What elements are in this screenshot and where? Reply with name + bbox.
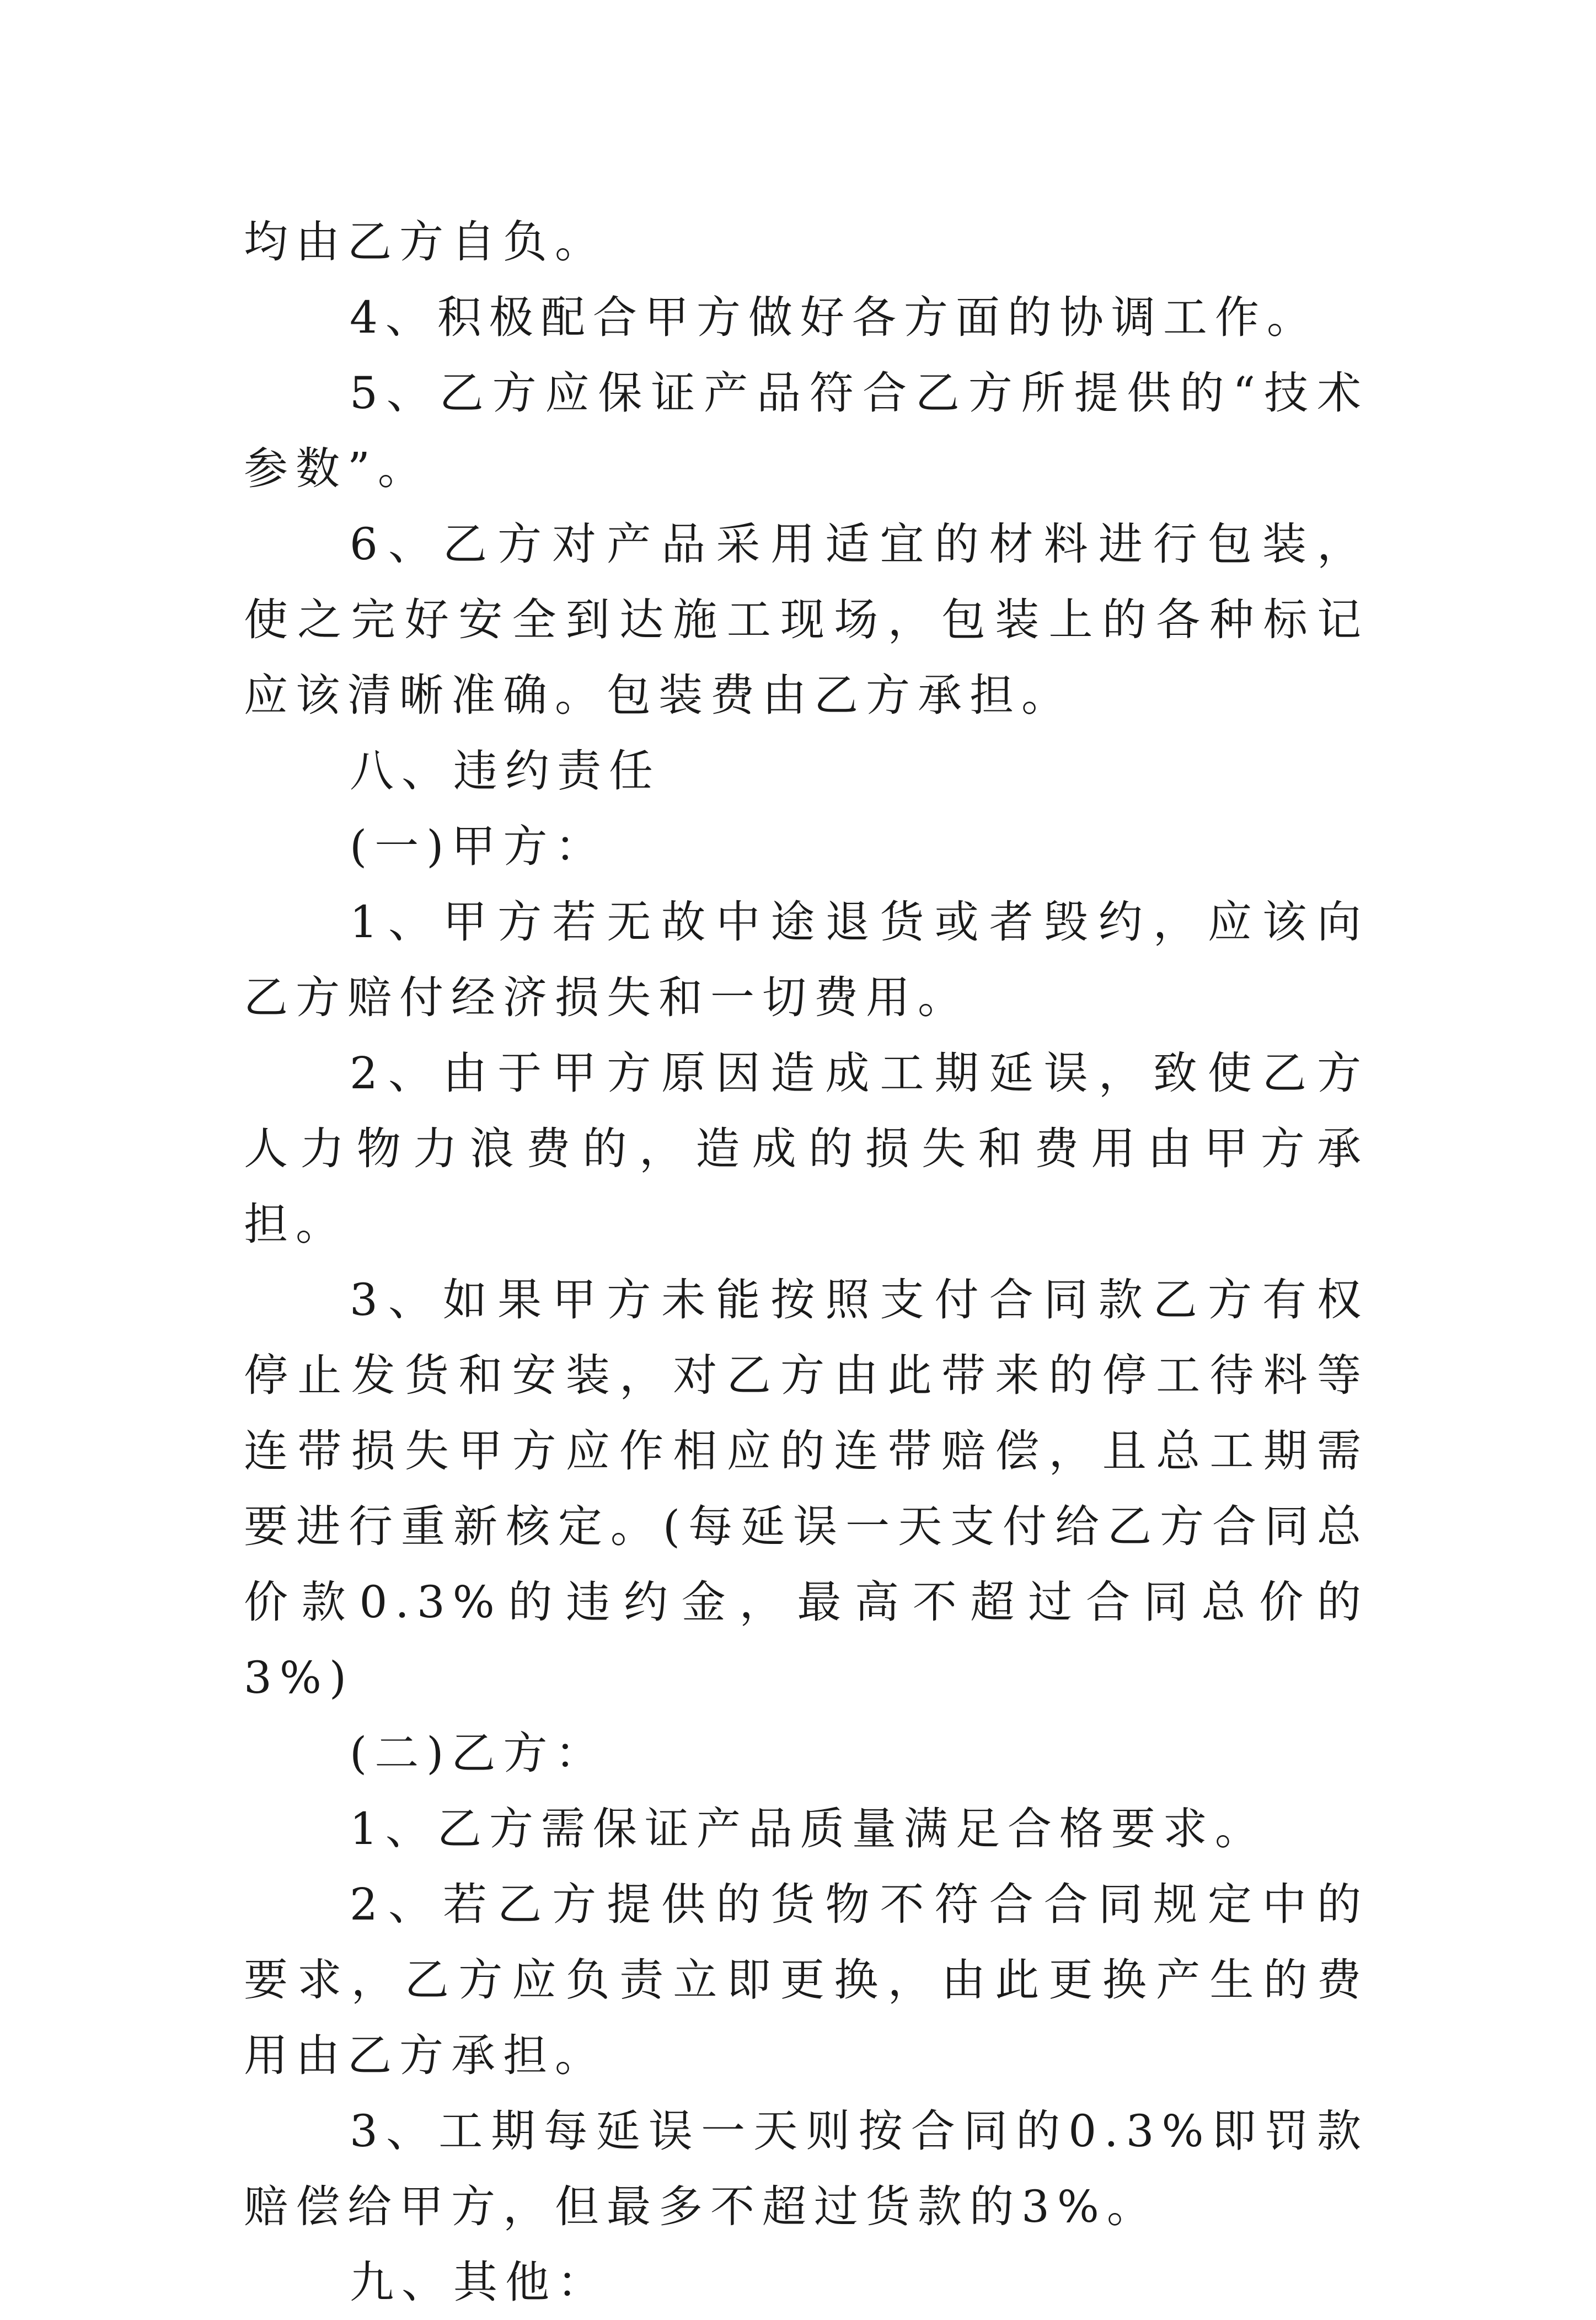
- section-heading-other: 九、其他：: [350, 2257, 609, 2308]
- party-b-clause-2: 2、若乙方提供的货物不符合合同规定中的要求，乙方应负责立即更换，由此更换产生的费用由乙方承担。: [244, 1879, 1369, 2081]
- party-b-clause-1: 1、乙方需保证产品质量满足合格要求。: [350, 1803, 1267, 1854]
- clause-5: 5、乙方应保证产品符合乙方所提供的“技术参数”。: [244, 367, 1369, 494]
- party-a-clause-2: 2、由于甲方原因造成工期延误，致使乙方人力物力浪费的，造成的损失和费用由甲方承担。: [244, 1047, 1369, 1250]
- paragraph-continuation: 均由乙方自负。: [244, 216, 607, 268]
- party-a-clause-3: 3、如果甲方未能按照支付合同款乙方有权停止发货和安装，对乙方由此带来的停工待料等连带损失甲方应作相应的连带赔偿，且总工期需要进行重新核定。(每延误一天支付给乙方合同总价款0.3%的违约金，最高不超过合同总价的3%): [244, 1274, 1369, 1703]
- party-a-clause-1: 1、甲方若无故中途退货或者毁约，应该向乙方赔付经济损失和一切费用。: [244, 896, 1369, 1023]
- party-b-clause-3: 3、工期每延误一天则按合同的0.3%即罚款赔偿给甲方，但最多不超过货款的3%。: [244, 2105, 1369, 2232]
- clause-4: 4、积极配合甲方做好各方面的协调工作。: [350, 292, 1319, 343]
- subheading-party-b: (二)乙方：: [350, 1728, 607, 1779]
- subheading-party-a: (一)甲方：: [350, 821, 607, 872]
- clause-6: 6、乙方对产品采用适宜的材料进行包装，使之完好安全到达施工现场，包装上的各种标记应该清晰准确。包装费由乙方承担。: [244, 518, 1369, 721]
- section-heading-breach: 八、违约责任: [350, 745, 661, 797]
- document-body: [244, 204, 1369, 2320]
